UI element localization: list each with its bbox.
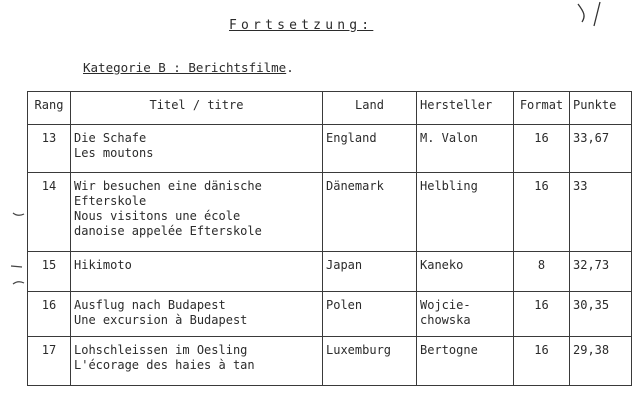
producer-cell-line: Helbling bbox=[420, 179, 478, 193]
title-cell-line: Les moutons bbox=[74, 146, 154, 160]
rank-cell: 16 bbox=[28, 292, 71, 337]
title-cell-line: danoise appelée Efterskole bbox=[74, 224, 262, 238]
title-cell-line: Ausflug nach Budapest bbox=[74, 298, 226, 312]
producer-cell-line: M. Valon bbox=[420, 131, 478, 145]
country-cell: England bbox=[323, 125, 417, 173]
title-cell bbox=[71, 173, 323, 252]
margin-tick-icon bbox=[12, 208, 26, 218]
producer-cell bbox=[417, 292, 514, 337]
producer-cell-line: Bertogne bbox=[420, 343, 478, 357]
producer-cell-line: Kaneko bbox=[420, 258, 464, 272]
header-producer: Hersteller bbox=[417, 92, 514, 125]
category-label: Kategorie B : Berichtsfilme bbox=[83, 60, 287, 75]
country-cell: Luxemburg bbox=[323, 337, 417, 386]
points-cell: 33 bbox=[570, 173, 632, 252]
format-cell: 16 bbox=[514, 292, 570, 337]
format-cell: 16 bbox=[514, 173, 570, 252]
title-cell bbox=[71, 125, 323, 173]
margin-tick-icon bbox=[12, 278, 26, 288]
producer-cell bbox=[417, 337, 514, 386]
points-cell: 32,73 bbox=[570, 252, 632, 292]
header-points: Punkte bbox=[570, 92, 632, 125]
table-header-row bbox=[28, 92, 632, 125]
producer-cell bbox=[417, 125, 514, 173]
title-cell-line: Die Schafe bbox=[74, 131, 147, 145]
producer-cell bbox=[417, 173, 514, 252]
title-cell-line: L'écorage des haies à tan bbox=[74, 358, 255, 372]
title-cell-line: Efterskole bbox=[74, 194, 147, 208]
producer-cell-line: Wojcie- bbox=[420, 298, 471, 312]
producer-cell bbox=[417, 252, 514, 292]
points-cell: 29,38 bbox=[570, 337, 632, 386]
rank-cell: 15 bbox=[28, 252, 71, 292]
header-title: Titel / titre bbox=[71, 92, 323, 125]
title-cell-line: Une excursion à Budapest bbox=[74, 313, 248, 327]
title-cell bbox=[71, 337, 323, 386]
category-title bbox=[83, 60, 294, 75]
format-cell: 16 bbox=[514, 337, 570, 386]
margin-tick-icon bbox=[10, 263, 24, 273]
category-suffix: . bbox=[286, 60, 294, 75]
rank-cell: 14 bbox=[28, 173, 71, 252]
format-cell: 8 bbox=[514, 252, 570, 292]
table-row bbox=[28, 292, 632, 337]
header-rank: Rang bbox=[28, 92, 71, 125]
title-cell-line: Wir besuchen eine dänische bbox=[74, 179, 262, 193]
table-row bbox=[28, 173, 632, 252]
table-row bbox=[28, 337, 632, 386]
format-cell: 16 bbox=[514, 125, 570, 173]
handwritten-mark-icon bbox=[560, 0, 620, 30]
title-cell-line: Hikimoto bbox=[74, 258, 132, 272]
title-cell bbox=[71, 252, 323, 292]
results-table bbox=[27, 91, 632, 386]
producer-cell-line: chowska bbox=[420, 313, 471, 327]
country-cell: Polen bbox=[323, 292, 417, 337]
header-format: Format bbox=[514, 92, 570, 125]
country-cell: Japan bbox=[323, 252, 417, 292]
header-country: Land bbox=[323, 92, 417, 125]
title-cell bbox=[71, 292, 323, 337]
rank-cell: 13 bbox=[28, 125, 71, 173]
points-cell: 30,35 bbox=[570, 292, 632, 337]
title-cell-line: Nous visitons une école bbox=[74, 209, 241, 223]
table-row bbox=[28, 252, 632, 292]
title-cell-line: Lohschleissen im Oesling bbox=[74, 343, 248, 357]
table-row bbox=[28, 125, 632, 173]
points-cell: 33,67 bbox=[570, 125, 632, 173]
page-heading: Fortsetzung: bbox=[229, 18, 374, 33]
rank-cell: 17 bbox=[28, 337, 71, 386]
country-cell: Dänemark bbox=[323, 173, 417, 252]
